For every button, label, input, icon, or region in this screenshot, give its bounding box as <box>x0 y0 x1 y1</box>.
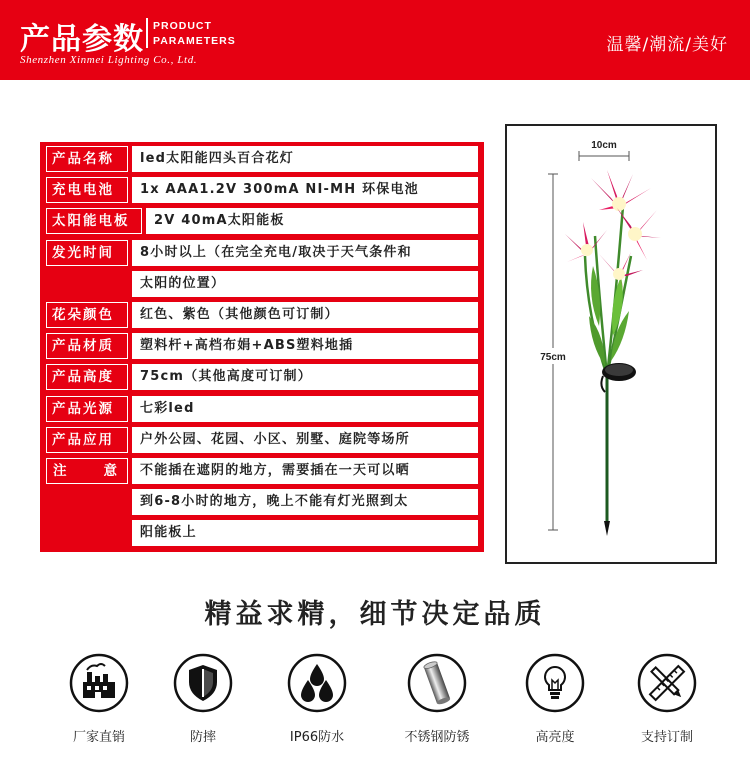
feature-item <box>44 652 154 745</box>
spec-row <box>42 394 482 425</box>
banner-title: 产品参数 <box>20 22 144 57</box>
spec-row <box>42 300 482 331</box>
spec-label <box>46 458 128 484</box>
section-title: 精益求精，细节决定品质 <box>204 599 546 630</box>
feature-item <box>612 652 722 745</box>
banner-subtitle-line2: PARAMETERS <box>153 35 236 47</box>
lily-flower-top <box>591 170 651 211</box>
spec-value: led太阳能四头百合花灯 <box>132 146 478 172</box>
feature-item <box>382 652 492 745</box>
steel-tube-icon <box>406 652 468 714</box>
spec-row <box>42 456 482 487</box>
ruler-pencil-icon <box>636 652 698 714</box>
feature-item <box>262 652 372 745</box>
shield-icon <box>172 652 234 714</box>
header-banner <box>0 0 750 80</box>
spec-value: 塑料杆+高档布娟+ABS塑料地插 <box>132 333 478 359</box>
banner-subtitle-en <box>153 19 236 49</box>
product-image-frame <box>505 124 717 564</box>
factory-icon <box>68 652 130 714</box>
spec-table-body <box>42 144 482 550</box>
feature-label: 防摔 <box>189 730 216 745</box>
spec-value: 红色、紫色（其他颜色可订制） <box>132 302 478 328</box>
banner-subtitle-line1: PRODUCT <box>153 20 212 32</box>
light-bulb-icon <box>524 652 586 714</box>
banner-slogan: 温馨/潮流/美好 <box>606 35 728 55</box>
spec-row <box>42 269 482 300</box>
spec-value: 户外公园、花园、小区、别墅、庭院等场所 <box>132 427 478 453</box>
spec-row <box>42 518 482 549</box>
ground-stake <box>604 521 610 536</box>
solar-lily-lamp-illustration <box>507 126 715 562</box>
spec-label: 产品光源 <box>46 396 128 422</box>
feature-row <box>0 652 750 762</box>
spec-label: 发光时间 <box>46 240 128 266</box>
banner-divider <box>146 18 148 48</box>
spec-value: 阳能板上 <box>132 520 478 546</box>
spec-row <box>42 238 482 269</box>
company-name: Shenzhen Xinmei Lighting Co., Ltd. <box>20 54 198 66</box>
spec-row <box>42 206 482 237</box>
width-label: 10cm <box>591 140 617 151</box>
spec-row <box>42 362 482 393</box>
spec-label: 太阳能电板 <box>46 208 142 234</box>
spec-value: 太阳的位置） <box>132 271 478 297</box>
feature-label: 支持订制 <box>640 730 693 745</box>
spec-value: 2V 40mA太阳能板 <box>146 208 478 234</box>
spec-value: 到6-8小时的地方，晚上不能有灯光照到太 <box>132 489 478 515</box>
spec-label: 产品材质 <box>46 333 128 359</box>
spec-row <box>42 331 482 362</box>
water-drops-icon <box>286 652 348 714</box>
feature-item <box>500 652 610 745</box>
spec-label: 花朵颜色 <box>46 302 128 328</box>
spec-label: 产品高度 <box>46 364 128 390</box>
spec-row <box>42 175 482 206</box>
feature-label: 高亮度 <box>535 730 575 745</box>
spec-value: 1x AAA1.2V 300mA NI-MH 环保电池 <box>132 177 478 203</box>
spec-value: 8小时以上（在完全充电/取决于天气条件和 <box>132 240 478 266</box>
spec-row <box>42 144 482 175</box>
feature-item <box>148 652 258 745</box>
lily-flower-right <box>617 208 661 260</box>
spec-label-part: 注 <box>53 463 67 479</box>
spec-label: 产品应用 <box>46 427 128 453</box>
feature-label: IP66防水 <box>289 730 345 745</box>
spec-row <box>42 487 482 518</box>
spec-value: 不能插在遮阴的地方，需要插在一天可以晒 <box>132 458 478 484</box>
spec-label-part: 意 <box>103 463 117 479</box>
spec-row <box>42 425 482 456</box>
height-label: 75cm <box>540 352 566 363</box>
feature-label: 厂家直销 <box>72 730 125 745</box>
spec-table <box>40 142 484 552</box>
feature-label: 不锈钢防锈 <box>404 730 470 745</box>
spec-value: 七彩led <box>132 396 478 422</box>
spec-value: 75cm（其他高度可订制） <box>132 364 478 390</box>
spec-label: 产品名称 <box>46 146 128 172</box>
spec-label: 充电电池 <box>46 177 128 203</box>
